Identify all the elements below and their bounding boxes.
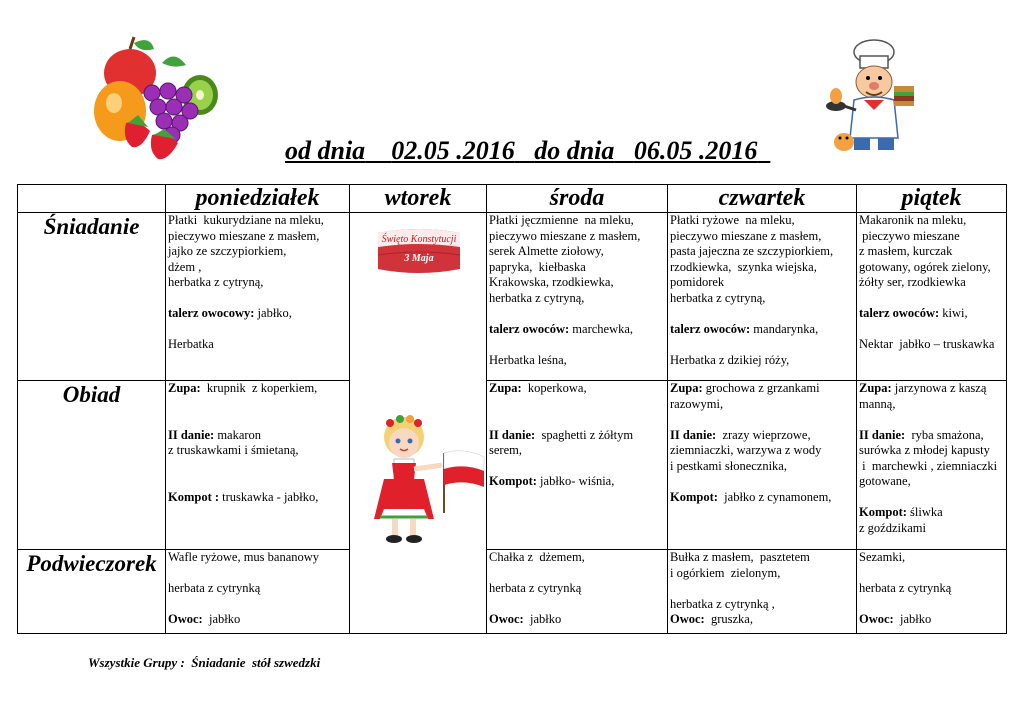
menu-line: Kompot: śliwka	[859, 505, 943, 519]
menu-line	[859, 412, 1004, 428]
footer-note: Wszystkie Grupy : Śniadanie stół szwedzki	[88, 655, 321, 670]
menu-line: herbata z cytrynką	[489, 581, 582, 595]
menu-line: herbatka z cytryną,	[489, 290, 585, 305]
day-wednesday: środa	[487, 185, 668, 213]
menu-cell	[857, 213, 1007, 381]
day-thursday: czwartek	[668, 185, 857, 213]
menu-line: II danie: spaghetti z żółtym	[489, 427, 634, 442]
menu-line: z goździkami	[859, 520, 926, 535]
menu-line: z masłem, kurczak	[859, 244, 953, 258]
menu-cell	[668, 550, 857, 634]
menu-line: Kompot: jabłko- wiśnia,	[489, 474, 615, 488]
menu-cell	[166, 550, 350, 634]
meal-label: Obiad	[18, 381, 166, 550]
menu-line: żółty ser, rzodkiewka	[859, 275, 966, 289]
day-friday: piątek	[857, 185, 1007, 213]
menu-line: pieczywo mieszane z masłem,	[489, 228, 641, 243]
menu-line: Makaronik na mleku,	[859, 213, 967, 227]
menu-line: Sezamki,	[859, 550, 906, 564]
menu-line	[168, 322, 347, 338]
menu-line	[489, 337, 665, 353]
menu-line: Herbatka leśna,	[489, 352, 567, 367]
holiday-line-1: Święto Konstytucji	[381, 234, 457, 245]
menu-line: II danie: ryba smażona,	[859, 427, 984, 442]
date-from: 02.05 .2016	[391, 136, 515, 165]
menu-line	[489, 306, 665, 322]
menu-line	[859, 490, 1004, 506]
menu-line: talerz owoców: kiwi,	[859, 306, 968, 320]
day-header-row	[18, 185, 1007, 213]
menu-line: pasta jajeczna ze szczypiorkiem,	[670, 244, 834, 258]
menu-cell	[668, 381, 857, 550]
menu-line: ziemniaczki, warzywa z wody	[670, 443, 822, 457]
menu-cell	[166, 381, 350, 550]
menu-line	[670, 337, 854, 353]
menu-line: dżem ,	[168, 259, 202, 274]
menu-line: Owoc: jabłko	[859, 612, 932, 626]
menu-line	[168, 566, 347, 582]
menu-line: Herbatka	[168, 337, 214, 351]
menu-line	[489, 566, 665, 582]
menu-line: razowymi,	[670, 396, 724, 411]
day-tuesday: wtorek	[350, 185, 487, 213]
menu-line: Płatki kukurydziane na mleku,	[168, 213, 324, 227]
menu-line: z truskawkami i śmietaną,	[168, 443, 299, 457]
menu-line: Owoc: jabłko	[489, 612, 562, 626]
title-prefix: od dnia	[285, 136, 366, 165]
menu-line: serek Almette ziołowy,	[489, 244, 604, 258]
menu-line: Zupa: koperkowa,	[489, 381, 587, 395]
menu-line: pieczywo mieszane z masłem,	[670, 228, 822, 243]
menu-line: gotowany, ogórek zielony,	[859, 259, 991, 274]
menu-line	[168, 459, 347, 475]
menu-table	[17, 184, 1007, 634]
menu-line: herbata z cytrynką	[168, 581, 261, 595]
meal-row-breakfast	[18, 213, 1007, 381]
menu-line	[670, 306, 854, 322]
menu-line: gotowane,	[859, 474, 911, 488]
menu-cell	[487, 550, 668, 634]
menu-cell	[487, 213, 668, 381]
menu-line	[168, 397, 347, 413]
holiday-cell	[350, 213, 487, 634]
menu-line: i marchewki , ziemniaczki	[859, 458, 998, 473]
menu-line: Kompot: jabłko z cynamonem,	[670, 489, 832, 504]
menu-line	[670, 581, 854, 597]
menu-line: Chałka z dżemem,	[489, 550, 585, 564]
menu-line: talerz owoców: marchewka,	[489, 321, 634, 336]
menu-line: Płatki ryżowe na mleku,	[670, 213, 795, 227]
menu-cell	[857, 381, 1007, 550]
menu-line: papryka, kiełbaska	[489, 259, 586, 274]
menu-line	[859, 597, 1004, 613]
menu-cell	[487, 381, 668, 550]
menu-line: pieczywo mieszane z masłem,	[168, 228, 320, 243]
menu-line: herbata z cytrynką	[859, 581, 952, 595]
menu-line	[168, 597, 347, 613]
menu-line: i ogórkiem zielonym,	[670, 565, 781, 580]
menu-line	[489, 397, 665, 413]
menu-line	[670, 412, 854, 428]
menu-line: Herbatka z dzikiej róży,	[670, 352, 790, 367]
menu-line: talerz owocowy: jabłko,	[168, 306, 292, 320]
menu-line	[859, 291, 1004, 307]
menu-line: i pestkami słonecznika,	[670, 458, 787, 473]
menu-line: II danie: zrazy wieprzowe,	[670, 427, 811, 442]
menu-line	[489, 412, 665, 428]
menu-line: Kompot : truskawka - jabłko,	[168, 489, 319, 504]
fruit-basket-icon	[92, 35, 222, 165]
menu-cell	[166, 213, 350, 381]
menu-line: II danie: makaron	[168, 427, 262, 442]
menu-cell	[857, 550, 1007, 634]
menu-line: manną,	[859, 396, 896, 411]
meal-label: Podwieczorek	[18, 550, 166, 634]
menu-line: Krakowska, rzodkiewka,	[489, 275, 614, 289]
menu-line	[168, 474, 347, 490]
menu-line: pieczywo mieszane	[859, 228, 960, 243]
holiday-line-2: 3 Maja	[404, 253, 434, 264]
menu-line: talerz owoców: mandarynka,	[670, 321, 819, 336]
menu-line: rzodkiewka, szynka wiejska,	[670, 259, 817, 274]
menu-line	[859, 566, 1004, 582]
menu-line: Owoc: jabłko	[168, 612, 241, 626]
menu-line: jajko ze szczypiorkiem,	[168, 244, 287, 258]
menu-line: Zupa: krupnik z koperkiem,	[168, 381, 318, 395]
menu-line: Zupa: grochowa z grzankami	[670, 381, 820, 395]
chef-icon	[824, 38, 920, 160]
meal-label: Śniadanie	[18, 213, 166, 381]
menu-line: Płatki jęczmienne na mleku,	[489, 213, 634, 227]
meal-row-snack	[18, 550, 1007, 634]
menu-line: herbatka z cytrynką ,	[670, 596, 775, 611]
menu-line	[859, 322, 1004, 338]
menu-line: Owoc: gruszka,	[670, 612, 753, 626]
menu-line: Zupa: jarzynowa z kaszą	[859, 381, 987, 395]
menu-line	[168, 412, 347, 428]
date-to: 06.05 .2016	[633, 136, 758, 165]
menu-line	[489, 597, 665, 613]
girl-with-flag-icon	[370, 413, 490, 553]
menu-line: herbatka z cytryną,	[168, 275, 264, 289]
menu-line: pomidorek	[670, 275, 725, 289]
menu-title	[285, 136, 805, 166]
menu-line: Bułka z masłem, pasztetem	[670, 550, 810, 564]
menu-line	[489, 459, 665, 475]
menu-line: serem,	[489, 443, 522, 457]
menu-line	[670, 474, 854, 490]
menu-line: herbatka z cytryną,	[670, 290, 766, 305]
menu-line	[168, 291, 347, 307]
menu-line: Nektar jabłko – truskawka	[859, 337, 995, 351]
menu-cell	[668, 213, 857, 381]
menu-line: Wafle ryżowe, mus bananowy	[168, 550, 320, 564]
day-monday: poniedziałek	[166, 185, 350, 213]
title-middle: do dnia	[534, 136, 615, 165]
corner-cell	[18, 185, 166, 213]
meal-row-lunch	[18, 381, 1007, 550]
menu-line: surówka z młodej kapusty	[859, 443, 990, 457]
